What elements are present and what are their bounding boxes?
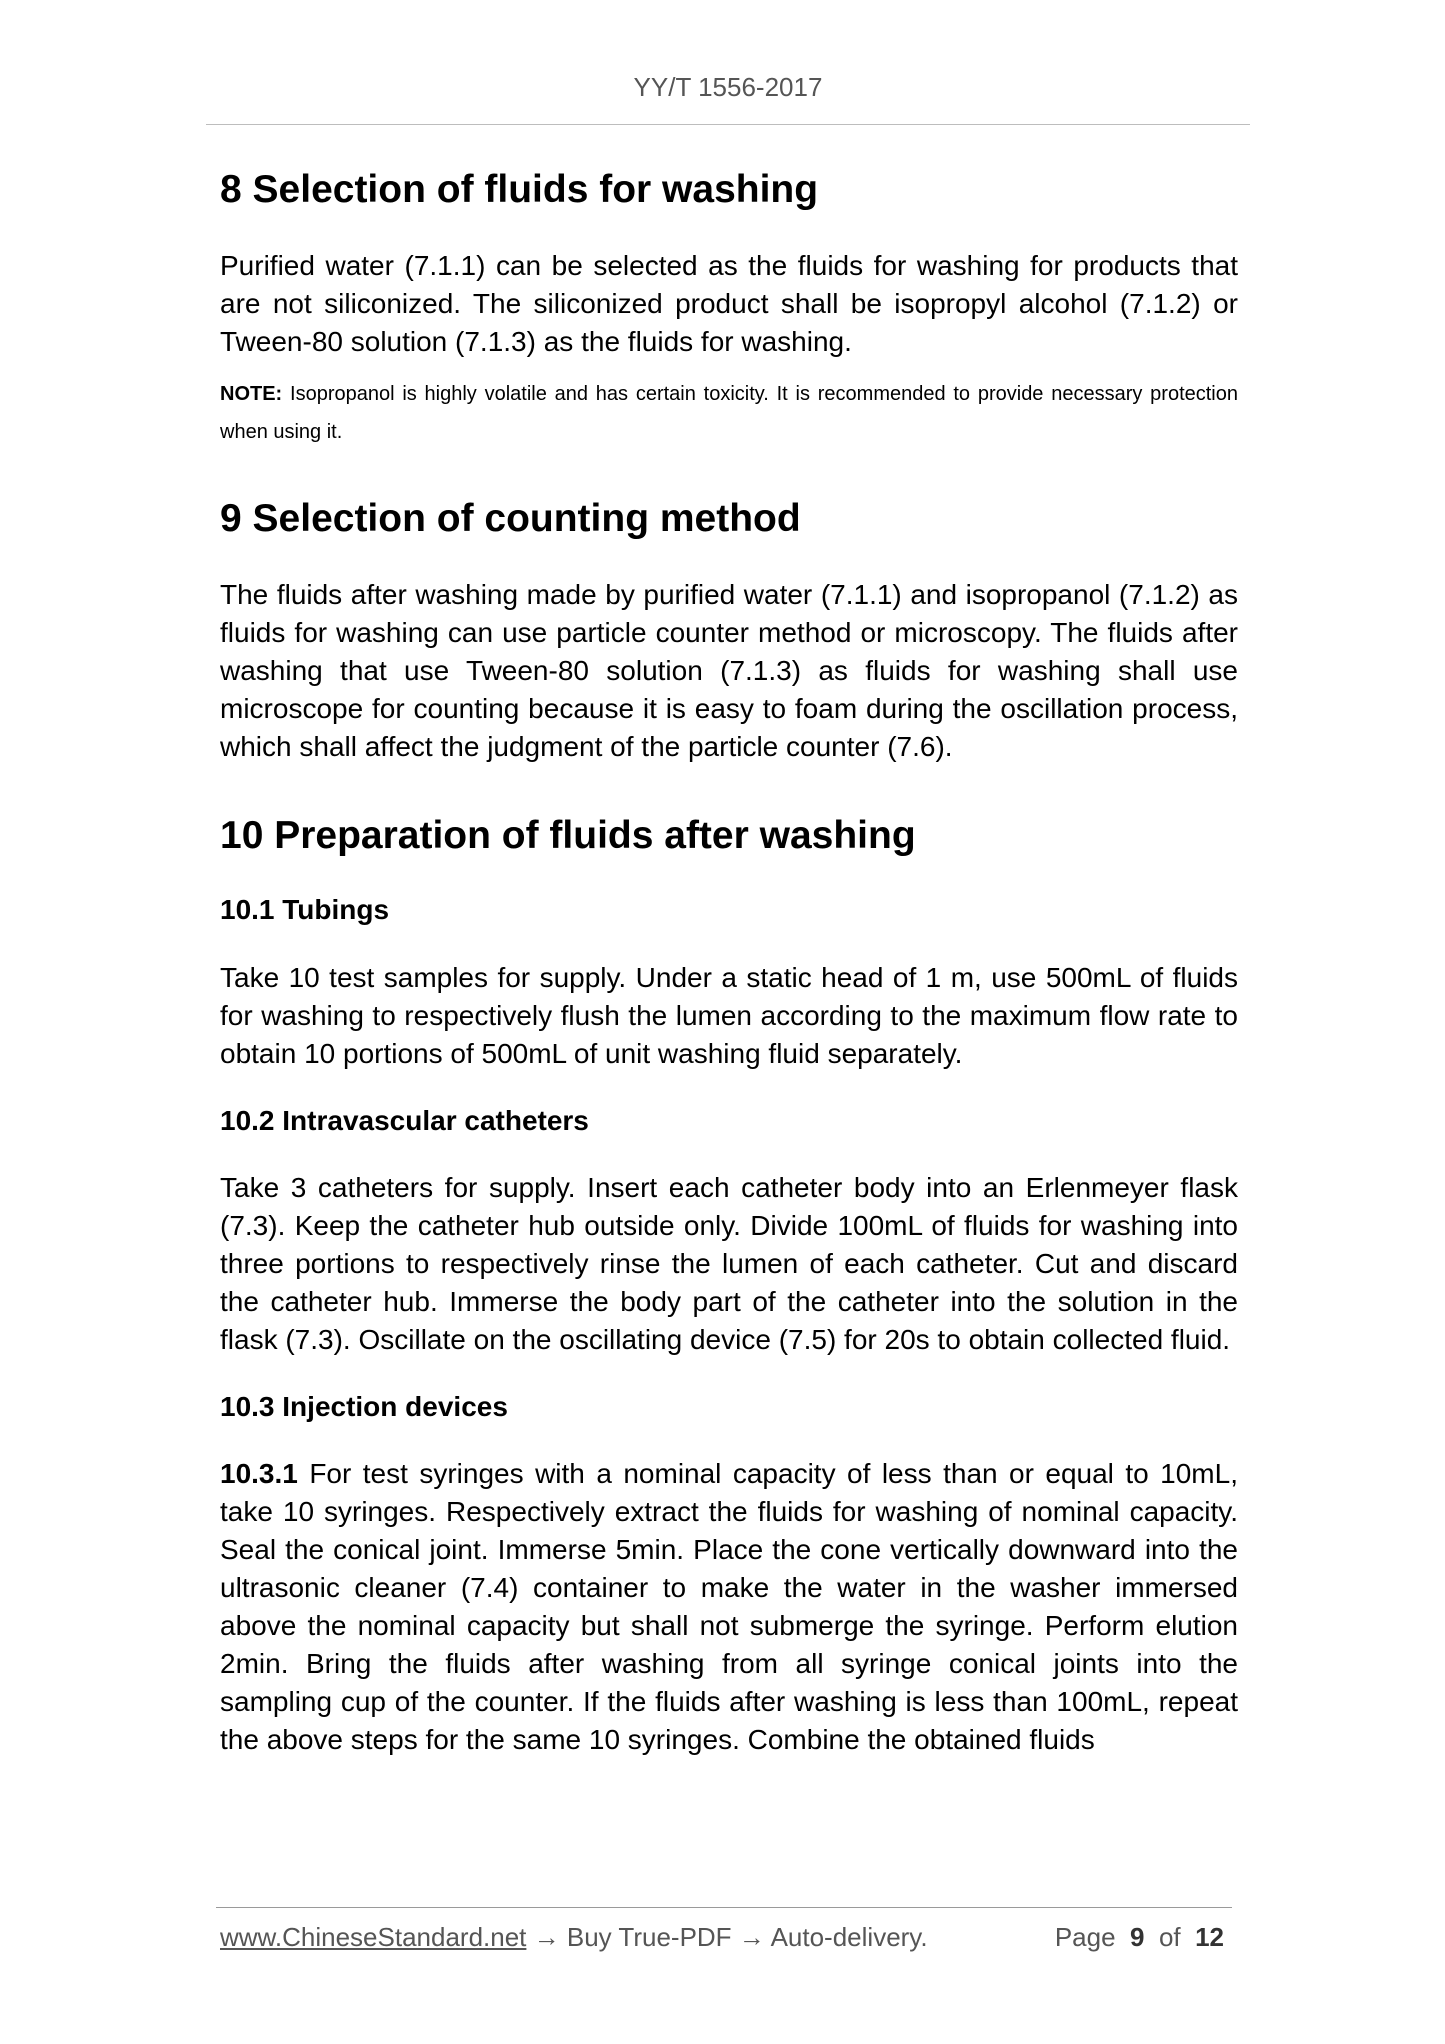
note-text: Isopropanol is highly volatile and has certain toxicity. It is recommended to provide necessary protection when using it. [220, 383, 1238, 443]
section-8-note [220, 375, 1238, 451]
document-body [220, 165, 1238, 1759]
section-10-heading: 10 Preparation of fluids after washing [220, 814, 916, 857]
section-8-heading: 8 Selection of fluids for washing [220, 168, 819, 211]
page-footer [220, 1922, 1232, 1953]
section-10-1-paragraph: Take 10 test samples for supply. Under a static head of 1 m, use 500mL of fluids for washing to respectively flush the lumen according to the maximum flow rate to obtain 10 portions of 500mL of unit washing fluid separately. [220, 962, 1238, 1069]
footer-divider [216, 1907, 1232, 1908]
section-10-2-heading: 10.2 Intravascular catheters [220, 1105, 589, 1136]
clause-number: 10.3.1 [220, 1458, 298, 1489]
note-label: NOTE: [220, 383, 283, 405]
total-pages: 12 [1195, 1922, 1224, 1952]
section-9-paragraph: The fluids after washing made by purified water (7.1.1) and isopropanol (7.1.2) as fluids for washing can use particle counter method or microscopy. The fluids after washing that use Tween-80 solution (7.1.3) as fluids for washing shall use microscope for counting because it is easy to foam during the oscillation process, which shall affect the judgment of the particle counter (7.6). [220, 579, 1238, 762]
section-10-2-paragraph: Take 3 catheters for supply. Insert each catheter body into an Erlenmeyer flask (7.3). Keep the catheter hub outside only. Divide 100mL of fluids for washing into three portions to respectively rinse the lumen of each catheter. Cut and discard the catheter hub. Immerse the body part of the catheter into the solution in the flask (7.3). Oscillate on the oscillating device (7.5) for 20s to obtain collected fluid. [220, 1172, 1238, 1355]
clause-text: For test syringes with a nominal capacity of less than or equal to 10mL, take 10 syringes. Respectively extract the fluids for washing of nominal capacity. Seal the conical joint. Immerse 5min. Place the cone vertically downward into the ultrasonic cleaner (7.4) container to make the water in the washer immersed above the nominal capacity but shall not submerge the syringe. Perform elution 2min. Bring the fluids after washing from all syringe conical joints into the sampling cup of the counter. If the fluids after washing is less than 100mL, repeat the above steps for the same 10 syringes. Combine the obtained fluids [220, 1458, 1238, 1755]
page-indicator: Page 9 of 12 [1054, 1922, 1224, 1952]
section-10-1-heading: 10.1 Tubings [220, 894, 390, 925]
section-10-3-heading: 10.3 Injection devices [220, 1391, 508, 1422]
document-id: YY/T 1556-2017 [633, 72, 823, 102]
section-9-heading: 9 Selection of counting method [220, 497, 801, 540]
current-page: 9 [1130, 1922, 1145, 1952]
page-header [206, 72, 1250, 125]
section-8-paragraph: Purified water (7.1.1) can be selected as the fluids for washing for products that are not siliconized. The siliconized product shall be isopropyl alcohol (7.1.2) or Tween-80 solution (7.1.3) as the fluids for washing. [220, 250, 1238, 357]
section-10-3-1-paragraph [220, 1455, 1238, 1759]
footer-tagline: → Buy True-PDF → Auto-delivery. [526, 1922, 928, 1952]
website-link[interactable]: www.ChineseStandard.net [220, 1922, 527, 1952]
